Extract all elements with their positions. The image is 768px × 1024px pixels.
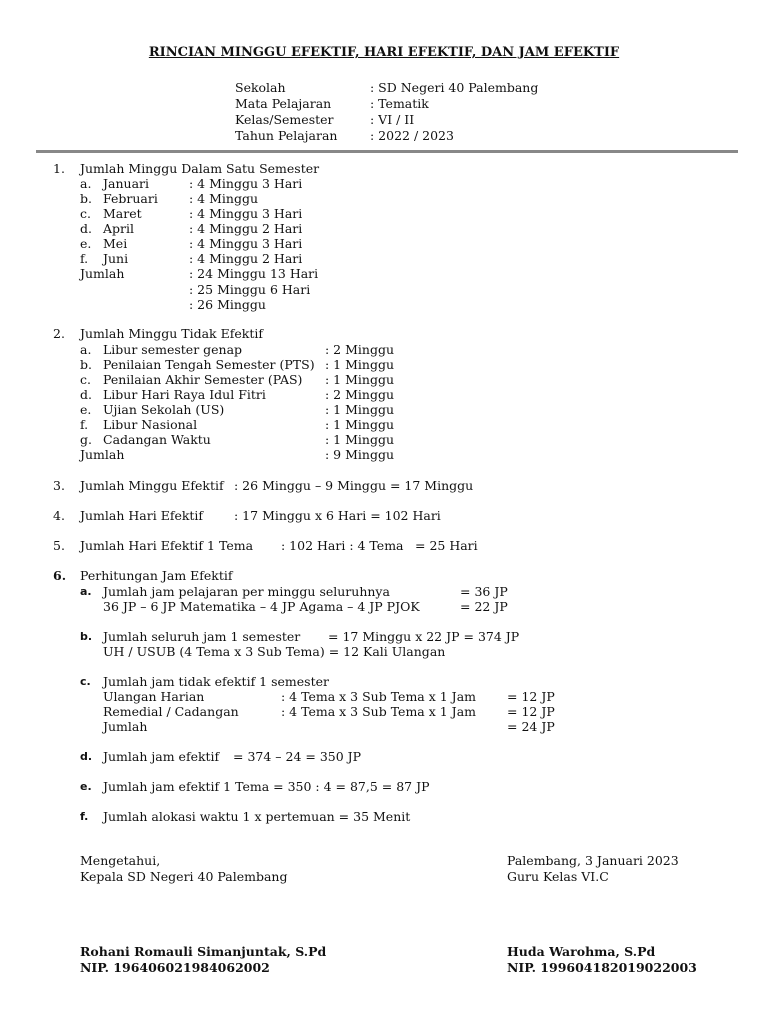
identity-label: Sekolah [235,80,286,95]
teacher-nip: NIP. 199604182019022003 [507,960,697,975]
section-number: 1. [53,161,65,176]
section-value: : 26 Minggu – 9 Minggu = 17 Minggu [234,478,474,493]
item-value: : 4 Minggu 3 Hari [189,206,303,221]
item-letter: g. [80,432,92,447]
sub-text: Jumlah jam efektif [103,749,220,764]
section-value: : 17 Minggu x 6 Hari = 102 Hari [234,508,441,523]
section-heading: Jumlah Minggu Dalam Satu Semester [80,161,320,176]
section-number: 2. [53,326,65,341]
item-label: Cadangan Waktu [103,432,211,447]
item-letter: e. [80,402,92,417]
item-letter: f. [80,417,89,432]
row-calc: : 4 Tema x 3 Sub Tema x 1 Jam [281,689,477,704]
sub-letter: d. [80,750,93,763]
item-label: April [103,221,134,236]
total-value: : 25 Minggu 6 Hari [189,282,311,297]
item-label: Ujian Sekolah (US) [103,402,225,417]
row-calc: : 4 Tema x 3 Sub Tema x 1 Jam [281,704,477,719]
item-value: : 1 Minggu [325,402,395,417]
item-value: : 1 Minggu [325,432,395,447]
teacher-name: Huda Warohma, S.Pd [507,944,656,959]
item-value: : 4 Minggu 2 Hari [189,251,303,266]
row-label: Ulangan Harian [103,689,205,704]
sub-text: Jumlah alokasi waktu 1 x pertemuan = 35 Menit [103,809,411,824]
item-label: Mei [103,236,128,251]
section-heading: Perhitungan Jam Efektif [80,568,233,583]
item-label: Januari [103,176,149,191]
total-label: Jumlah [80,266,125,281]
sub-text: 36 JP – 6 JP Matematika – 4 JP Agama – 4 JP PJOK [103,599,420,614]
identity-label: Kelas/Semester [235,112,334,127]
sub-text: Jumlah jam pelajaran per minggu seluruhnya [103,584,390,599]
section-heading: Jumlah Minggu Tidak Efektif [80,326,263,341]
principal-nip: NIP. 196406021984062002 [80,960,270,975]
item-value: : 1 Minggu [325,417,395,432]
section-number: 4. [53,508,65,523]
sub-result: = 374 – 24 = 350 JP [233,749,362,764]
row-result: = 24 JP [507,719,555,734]
sub-heading: Jumlah jam tidak efektif 1 semester [103,674,329,689]
place-date: Palembang, 3 Januari 2023 [507,853,679,868]
section-value: : 102 Hari : 4 Tema [281,538,404,553]
section-number: 6. [53,568,67,583]
sub-letter: a. [80,585,92,598]
sub-letter: c. [80,675,91,688]
item-value: : 4 Minggu [189,191,259,206]
principal-title: Kepala SD Negeri 40 Palembang [80,869,288,884]
item-letter: d. [80,221,92,236]
identity-label: Mata Pelajaran [235,96,332,111]
document-title: RINCIAN MINGGU EFEKTIF, HARI EFEKTIF, DAN JAM EFEKTIF [148,45,620,60]
identity-value: : Tematik [370,96,429,111]
section-label: Jumlah Minggu Efektif [80,478,224,493]
identity-value: : SD Negeri 40 Palembang [370,80,539,95]
item-letter: c. [80,206,91,221]
item-value: : 1 Minggu [325,357,395,372]
sub-letter: e. [80,780,92,793]
sub-result: = 22 JP [460,599,508,614]
item-letter: a. [80,342,92,357]
total-value: : 26 Minggu [189,297,266,312]
identity-value: : VI / II [370,112,415,127]
item-letter: d. [80,387,92,402]
row-label: Remedial / Cadangan [103,704,239,719]
section-label: Jumlah Hari Efektif 1 Tema [80,538,254,553]
approval-label: Mengetahui, [80,853,161,868]
item-letter: b. [80,191,92,206]
section-label: Jumlah Hari Efektif [80,508,204,523]
item-value: : 2 Minggu [325,342,395,357]
item-label: Penilaian Tengah Semester (PTS) [103,357,315,372]
item-letter: a. [80,176,92,191]
total-value: : 9 Minggu [325,447,395,462]
sub-text: Jumlah jam efektif 1 Tema = 350 : 4 = 87,5 = 87 JP [103,779,430,794]
item-label: Juni [103,251,129,266]
sub-text: UH / USUB (4 Tema x 3 Sub Tema) = 12 Kali Ulangan [103,644,446,659]
sub-result: = 36 JP [460,584,508,599]
item-value: : 2 Minggu [325,387,395,402]
item-value: : 4 Minggu 3 Hari [189,176,303,191]
item-label: Maret [103,206,142,221]
item-letter: e. [80,236,92,251]
sub-letter: b. [80,630,93,643]
section-number: 5. [53,538,65,553]
item-letter: c. [80,372,91,387]
divider-rule [36,150,738,153]
identity-label: Tahun Pelajaran [235,128,338,143]
principal-name: Rohani Romauli Simanjuntak, S.Pd [80,944,327,959]
item-value: : 4 Minggu 3 Hari [189,236,303,251]
identity-value: : 2022 / 2023 [370,128,454,143]
item-value: : 1 Minggu [325,372,395,387]
sub-letter: f. [80,810,89,823]
total-value: : 24 Minggu 13 Hari [189,266,319,281]
item-label: Libur Nasional [103,417,198,432]
row-label: Jumlah [103,719,148,734]
row-result: = 12 JP [507,689,555,704]
item-value: : 4 Minggu 2 Hari [189,221,303,236]
row-result: = 12 JP [507,704,555,719]
sub-text: Jumlah seluruh jam 1 semester [103,629,301,644]
item-label: Februari [103,191,158,206]
item-label: Libur Hari Raya Idul Fitri [103,387,266,402]
teacher-title: Guru Kelas VI.C [507,869,609,884]
section-result: = 25 Hari [415,538,478,553]
item-label: Libur semester genap [103,342,243,357]
item-letter: b. [80,357,92,372]
item-label: Penilaian Akhir Semester (PAS) [103,372,303,387]
section-number: 3. [53,478,65,493]
sub-result: = 17 Minggu x 22 JP = 374 JP [328,629,520,644]
total-label: Jumlah [80,447,125,462]
item-letter: f. [80,251,89,266]
